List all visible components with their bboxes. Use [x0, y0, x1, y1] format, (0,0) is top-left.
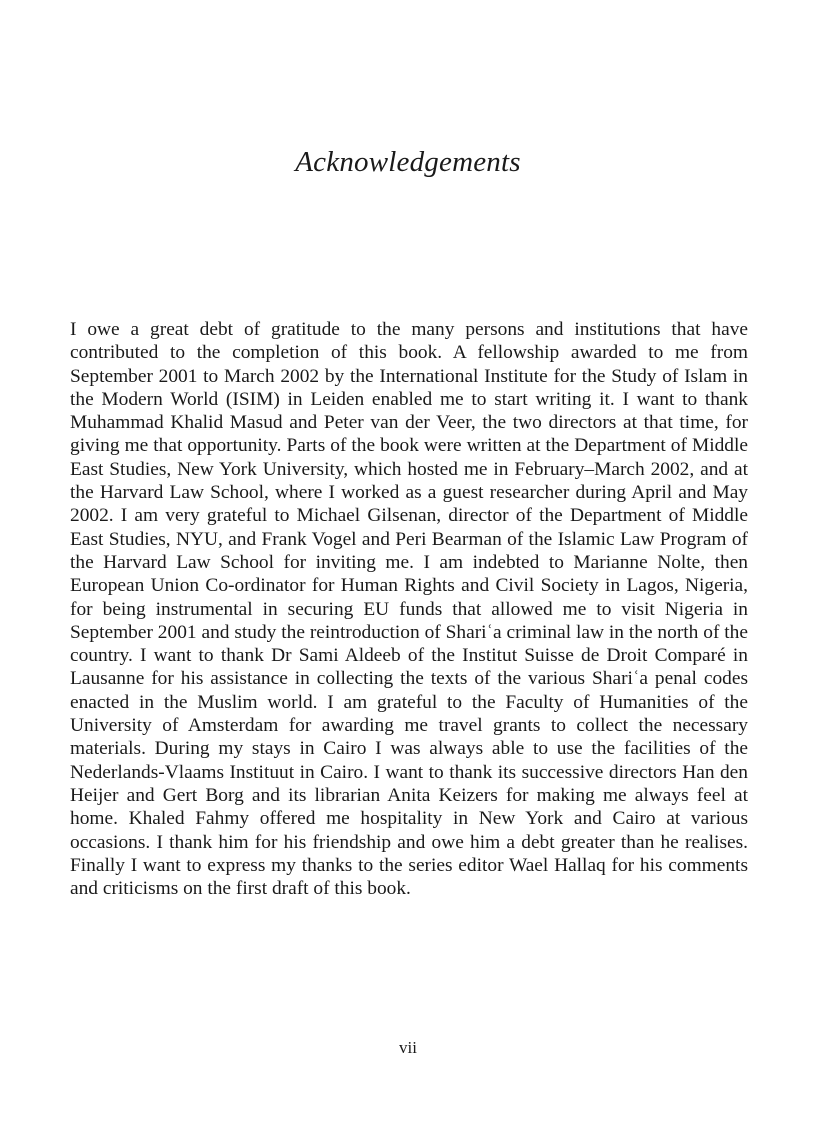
- page-number: vii: [399, 1038, 417, 1057]
- page-title: Acknowledgements: [295, 146, 521, 178]
- acknowledgements-paragraph: I owe a great debt of gratitude to the many persons and institutions that have contributed to the completion of this book. A fellowship awarded to me from September 2001 to March 2002 by the International Institute for the Study of Islam in the Modern World (ISIM) in Leiden enabled me to start writing it. I want to thank Muhammad Khalid Masud and Peter van der Veer, the two directors at that time, for giving me that opportunity. Parts of the book were written at the Department of Middle East Studies, New York University, which hosted me in February–March 2002, and at the Harvard Law School, where I worked as a guest researcher during April and May 2002. I am very grateful to Michael Gilsenan, director of the Department of Middle East Studies, NYU, and Frank Vogel and Peri Bearman of the Islamic Law Program of the Harvard Law School for inviting me. I am indebted to Marianne Nolte, then European Union Co-ordinator for Human Rights and Civil Society in Lagos, Nigeria, for being instrumental in securing EU funds that allowed me to visit Nigeria in September 2001 and study the reintroduction of Shariʿa criminal law in the north of the country. I want to thank Dr Sami Aldeeb of the Institut Suisse de Droit Comparé in Lausanne for his assistance in collecting the texts of the various Shariʿa penal codes enacted in the Muslim world. I am grateful to the Faculty of Humanities of the University of Amsterdam for awarding me travel grants to collect the necessary materials. During my stays in Cairo I was always able to use the facilities of the Nederlands-Vlaams Instituut in Cairo. I want to thank its successive directors Han den Heijer and Gert Borg and its librarian Anita Keizers for making me always feel at home. Khaled Fahmy offered me hospitality in New York and Cairo at various occasions. I thank him for his friendship and owe him a debt greater than he realises. Finally I want to express my thanks to the series editor Wael Hallaq for his comments and criticisms on the first draft of this book.: [70, 319, 748, 900]
